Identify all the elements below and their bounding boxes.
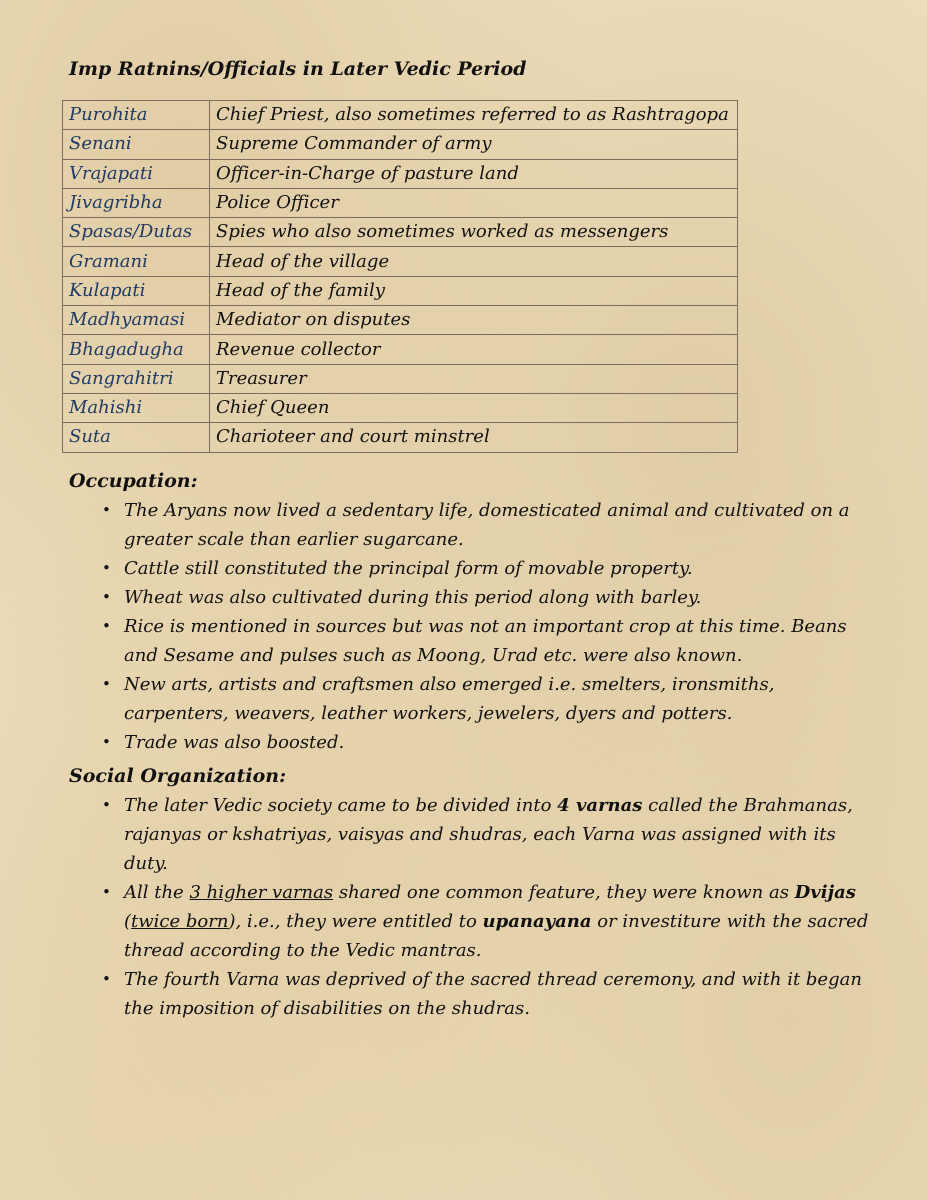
table-row (63, 393, 738, 422)
occupation-heading: Occupation: (69, 470, 198, 492)
occupation-list (69, 496, 879, 757)
bullet-icon: • (102, 883, 111, 901)
list-item-text: Rice is mentioned in sources but was not an important crop at this time. Beans and Sesame and pulses such as Moong, Urad etc. were also known. (124, 616, 847, 666)
official-description: Mediator on disputes (210, 306, 738, 335)
official-term: Vrajapati (63, 159, 210, 188)
official-description: Police Officer (210, 188, 738, 217)
list-item-text: Trade was also boosted. (124, 732, 345, 753)
table-row (63, 364, 738, 393)
bullet-icon: • (102, 796, 111, 814)
text-segment: ), i.e., they were entitled to (228, 911, 483, 932)
official-description: Charioteer and court minstrel (210, 423, 738, 452)
list-item (69, 728, 879, 757)
list-item (69, 612, 879, 670)
list-item (69, 583, 879, 612)
official-term: Suta (63, 423, 210, 452)
list-item (69, 878, 879, 965)
bullet-icon: • (102, 559, 111, 577)
table-row (63, 101, 738, 130)
official-description: Chief Queen (210, 393, 738, 422)
bullet-icon: • (102, 970, 111, 988)
table-row (63, 306, 738, 335)
official-term: Gramani (63, 247, 210, 276)
official-term: Spasas/Dutas (63, 218, 210, 247)
bullet-icon: • (102, 588, 111, 606)
table-row (63, 188, 738, 217)
list-item (69, 554, 879, 583)
official-description: Chief Priest, also sometimes referred to as Rashtragopa (210, 101, 738, 130)
bullet-icon: • (102, 617, 111, 635)
list-item (69, 670, 879, 728)
official-description: Treasurer (210, 364, 738, 393)
officials-table (62, 100, 738, 453)
official-description: Head of the village (210, 247, 738, 276)
social-organization-section (69, 762, 879, 1023)
underlined-text: 3 higher varnas (189, 882, 334, 903)
page-title: Imp Ratnins/Officials in Later Vedic Period (69, 58, 527, 80)
underlined-text: twice born (131, 911, 229, 932)
official-term: Kulapati (63, 276, 210, 305)
table-row (63, 335, 738, 364)
official-term: Jivagribha (63, 188, 210, 217)
bullet-icon: • (102, 733, 111, 751)
list-item-text: New arts, artists and craftsmen also emerged i.e. smelters, ironsmiths, carpenters, weavers, leather workers, jewelers, dyers and potters. (124, 674, 775, 724)
bullet-icon: • (102, 675, 111, 693)
table-row (63, 247, 738, 276)
text-segment: The later Vedic society came to be divided into (124, 795, 558, 816)
social-organization-heading: Social Organization: (69, 765, 287, 787)
table-row (63, 423, 738, 452)
text-segment: All the (124, 882, 190, 903)
text-segment: ( (124, 911, 132, 932)
list-item-text: The fourth Varna was deprived of the sacred thread ceremony, and with it began the imposition of disabilities on the shudras. (124, 969, 862, 1019)
official-description: Supreme Commander of army (210, 130, 738, 159)
table-row (63, 218, 738, 247)
list-item-text: Wheat was also cultivated during this period along with barley. (124, 587, 702, 608)
emphasis-text: upanayana (482, 911, 592, 932)
bullet-icon: • (102, 501, 111, 519)
official-term: Bhagadugha (63, 335, 210, 364)
official-term: Sangrahitri (63, 364, 210, 393)
text-segment: called the Brahmanas, rajanyas or kshatriyas, vaisyas and shudras, each Varna was assigned with its duty. (124, 795, 853, 874)
official-description: Spies who also sometimes worked as messengers (210, 218, 738, 247)
emphasis-text: Dvijas (794, 882, 856, 903)
list-item-text: Cattle still constituted the principal form of movable property. (124, 558, 693, 579)
official-term: Senani (63, 130, 210, 159)
official-description: Officer-in-Charge of pasture land (210, 159, 738, 188)
official-description: Head of the family (210, 276, 738, 305)
text-segment: or investiture with the sacred thread according to the Vedic mantras. (124, 911, 869, 961)
table-row (63, 159, 738, 188)
official-description: Revenue collector (210, 335, 738, 364)
list-item-text: The Aryans now lived a sedentary life, domesticated animal and cultivated on a greater scale than earlier sugarcane. (124, 500, 850, 550)
official-term: Mahishi (63, 393, 210, 422)
text-segment: shared one common feature, they were known as (333, 882, 795, 903)
list-item (69, 791, 879, 878)
table-row (63, 130, 738, 159)
occupation-section (69, 467, 879, 757)
table-row (63, 276, 738, 305)
official-term: Purohita (63, 101, 210, 130)
social-organization-list (69, 791, 879, 1023)
list-item (69, 496, 879, 554)
emphasis-text: 4 varnas (557, 795, 643, 816)
list-item (69, 965, 879, 1023)
official-term: Madhyamasi (63, 306, 210, 335)
